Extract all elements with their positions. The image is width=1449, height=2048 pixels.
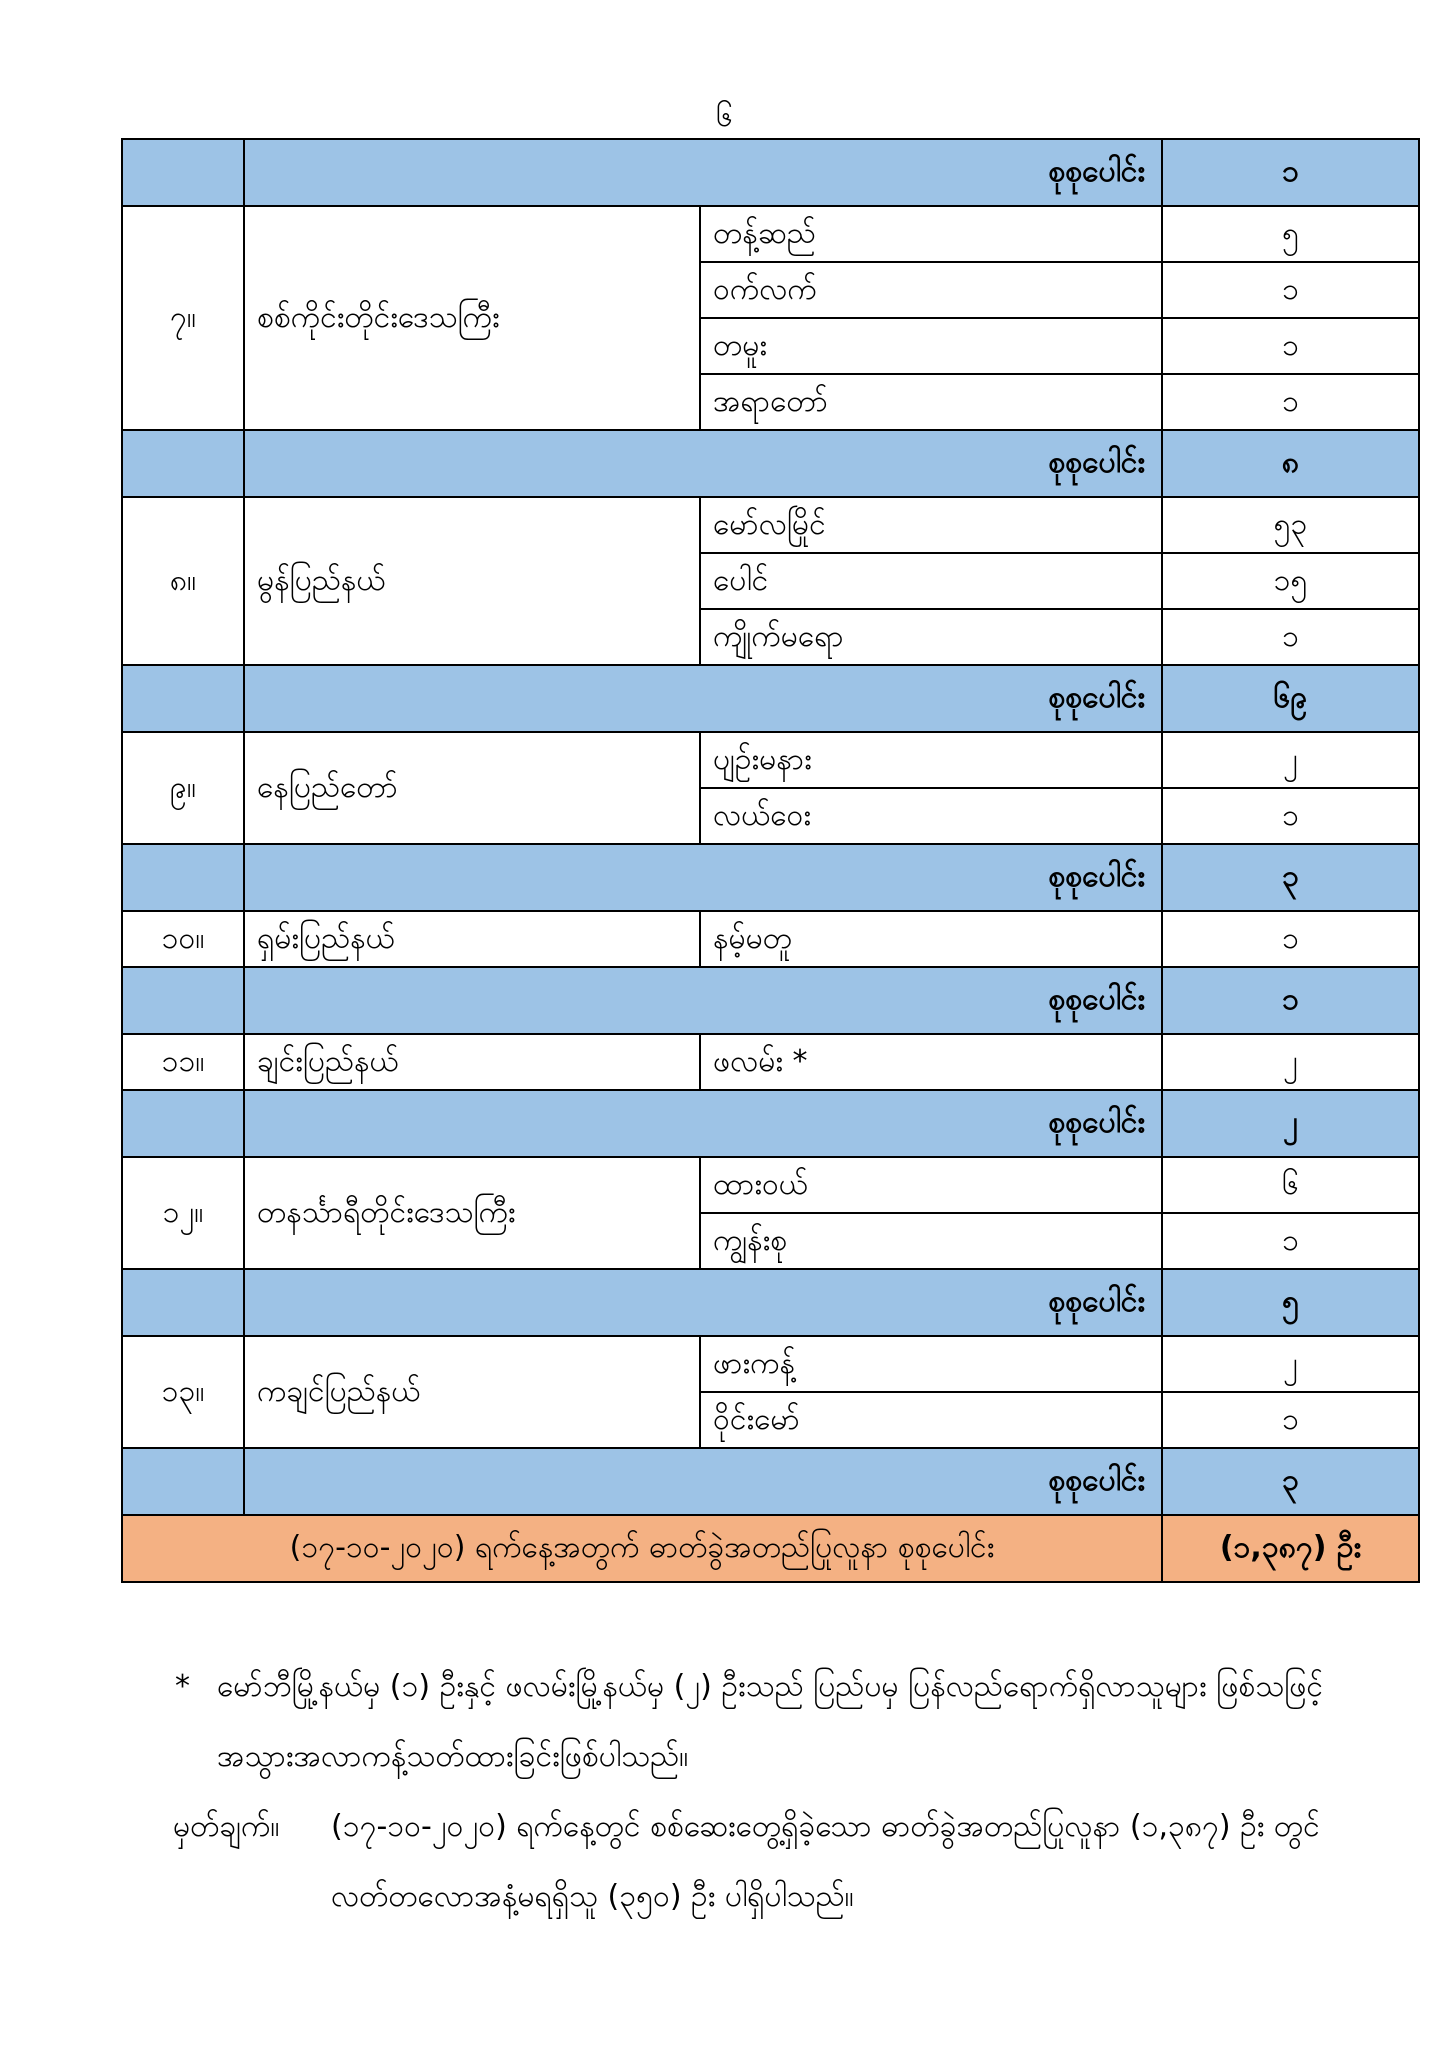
- case-count: ၂: [1162, 1336, 1419, 1392]
- row-number: ၁၁။: [122, 1034, 244, 1090]
- case-count: ၁: [1162, 262, 1419, 318]
- subtotal-value: ၂: [1162, 1090, 1419, 1157]
- region-name: ကချင်ပြည်နယ်: [244, 1336, 700, 1448]
- subtotal-row: [122, 967, 1419, 1034]
- township-name: နမ့်မတူ: [700, 911, 1162, 967]
- township-name: ကျွန်းစု: [700, 1213, 1162, 1269]
- township-name: တန့်ဆည်: [700, 206, 1162, 262]
- subtotal-blank-cell: [122, 1269, 244, 1336]
- township-name: ပျဉ်းမနား: [700, 732, 1162, 788]
- table-row: [122, 206, 1419, 262]
- subtotal-row: [122, 1448, 1419, 1515]
- subtotal-row: [122, 1090, 1419, 1157]
- township-name: ဝိုင်းမော်: [700, 1392, 1162, 1448]
- row-number: ၁၀။: [122, 911, 244, 967]
- region-name: စစ်ကိုင်းတိုင်းဒေသကြီး: [244, 206, 700, 430]
- grand-total-label: (၁၇-၁၀-၂၀၂၀) ရက်နေ့အတွက် ဓာတ်ခွဲအတည်ပြုလူနာ စုစုပေါင်း: [122, 1515, 1162, 1582]
- case-count: ၁: [1162, 788, 1419, 844]
- case-count: ၅: [1162, 206, 1419, 262]
- subtotal-blank-cell: [122, 1448, 244, 1515]
- row-number: ၇။: [122, 206, 244, 430]
- region-name: မွန်ပြည်နယ်: [244, 497, 700, 665]
- row-number: ၁၂။: [122, 1157, 244, 1269]
- township-name: ဖလမ်း *: [700, 1034, 1162, 1090]
- subtotal-value: ၁: [1162, 967, 1419, 1034]
- footnote-text: မော်ဘီမြို့နယ်မှ (၁) ဦးနှင့် ဖလမ်းမြို့နယ်မှ (၂) ဦးသည် ပြည်ပမှ ပြန်လည်ရောက်ရှိလာသူများ ဖြစ်သဖြင့် အသွားအလာကန့်သတ်ထားခြင်းဖြစ်ပါသည်။: [217, 1669, 1324, 1774]
- subtotal-blank-cell: [122, 1090, 244, 1157]
- remark: [121, 1792, 1421, 1932]
- subtotal-blank-cell: [122, 665, 244, 732]
- subtotal-blank-cell: [122, 844, 244, 911]
- township-name: လယ်ဝေး: [700, 788, 1162, 844]
- case-count: ၂: [1162, 1034, 1419, 1090]
- case-count: ၁: [1162, 609, 1419, 665]
- remark-label: မှတ်ချက်။: [173, 1809, 280, 1844]
- notes-section: [121, 1652, 1421, 1932]
- subtotal-label: စုစုပေါင်း: [244, 844, 1162, 911]
- township-name: အရာတော်: [700, 374, 1162, 430]
- table-body: [122, 139, 1419, 1582]
- cases-table: [121, 138, 1420, 1583]
- remark-text: (၁၇-၁၀-၂၀၂၀) ရက်နေ့တွင် စစ်ဆေးတွေ့ရှိခဲ့သော ဓာတ်ခွဲအတည်ပြုလူနာ (၁,၃၈၇) ဦး တွင် လတ်တလောအနံ့မရရှိသူ (၃၅၀) ဦး ပါရှိပါသည်။: [331, 1809, 1320, 1914]
- township-name: တမူး: [700, 318, 1162, 374]
- subtotal-label: စုစုပေါင်း: [244, 1448, 1162, 1515]
- township-name: ကျိုက်မရော: [700, 609, 1162, 665]
- subtotal-blank-cell: [122, 430, 244, 497]
- subtotal-value: ၃: [1162, 1448, 1419, 1515]
- page-number: ၆: [716, 99, 733, 134]
- case-count: ၁: [1162, 374, 1419, 430]
- case-count: ၅၃: [1162, 497, 1419, 553]
- table-row: [122, 732, 1419, 788]
- case-count: ၆: [1162, 1157, 1419, 1213]
- table-row: [122, 1336, 1419, 1392]
- table-row: [122, 911, 1419, 967]
- township-name: မော်လမြိုင်: [700, 497, 1162, 553]
- subtotal-label: စုစုပေါင်း: [244, 967, 1162, 1034]
- township-name: ဝက်လက်: [700, 262, 1162, 318]
- subtotal-label: စုစုပေါင်း: [244, 1090, 1162, 1157]
- subtotal-value: ၆၉: [1162, 665, 1419, 732]
- case-count: ၁: [1162, 1213, 1419, 1269]
- subtotal-label: စုစုပေါင်း: [244, 139, 1162, 206]
- subtotal-row: [122, 139, 1419, 206]
- subtotal-value: ၈: [1162, 430, 1419, 497]
- footnote: [121, 1652, 1421, 1792]
- case-count: ၁: [1162, 318, 1419, 374]
- row-number: ၁၃။: [122, 1336, 244, 1448]
- subtotal-row: [122, 844, 1419, 911]
- region-name: နေပြည်တော်: [244, 732, 700, 844]
- row-number: ၈။: [122, 497, 244, 665]
- township-name: ထားဝယ်: [700, 1157, 1162, 1213]
- case-count: ၂: [1162, 732, 1419, 788]
- subtotal-row: [122, 1269, 1419, 1336]
- subtotal-row: [122, 430, 1419, 497]
- table-row: [122, 1034, 1419, 1090]
- table-row: [122, 1157, 1419, 1213]
- row-number: ၉။: [122, 732, 244, 844]
- table-row: [122, 497, 1419, 553]
- case-count: ၁: [1162, 911, 1419, 967]
- grand-total-value: (၁,၃၈၇) ဦး: [1162, 1515, 1419, 1582]
- subtotal-label: စုစုပေါင်း: [244, 1269, 1162, 1336]
- subtotal-blank-cell: [122, 967, 244, 1034]
- region-name: ရှမ်းပြည်နယ်: [244, 911, 700, 967]
- subtotal-value: ၃: [1162, 844, 1419, 911]
- subtotal-label: စုစုပေါင်း: [244, 665, 1162, 732]
- township-name: ဖားကန့်: [700, 1336, 1162, 1392]
- subtotal-label: စုစုပေါင်း: [244, 430, 1162, 497]
- township-name: ပေါင်: [700, 553, 1162, 609]
- subtotal-value: ၅: [1162, 1269, 1419, 1336]
- case-count: ၁၅: [1162, 553, 1419, 609]
- grand-total-row: [122, 1515, 1419, 1582]
- subtotal-blank-cell: [122, 139, 244, 206]
- region-name: တနင်္သာရီတိုင်းဒေသကြီး: [244, 1157, 700, 1269]
- subtotal-value: ၁: [1162, 139, 1419, 206]
- footnote-mark: *: [175, 1669, 190, 1704]
- region-name: ချင်းပြည်နယ်: [244, 1034, 700, 1090]
- subtotal-row: [122, 665, 1419, 732]
- case-count: ၁: [1162, 1392, 1419, 1448]
